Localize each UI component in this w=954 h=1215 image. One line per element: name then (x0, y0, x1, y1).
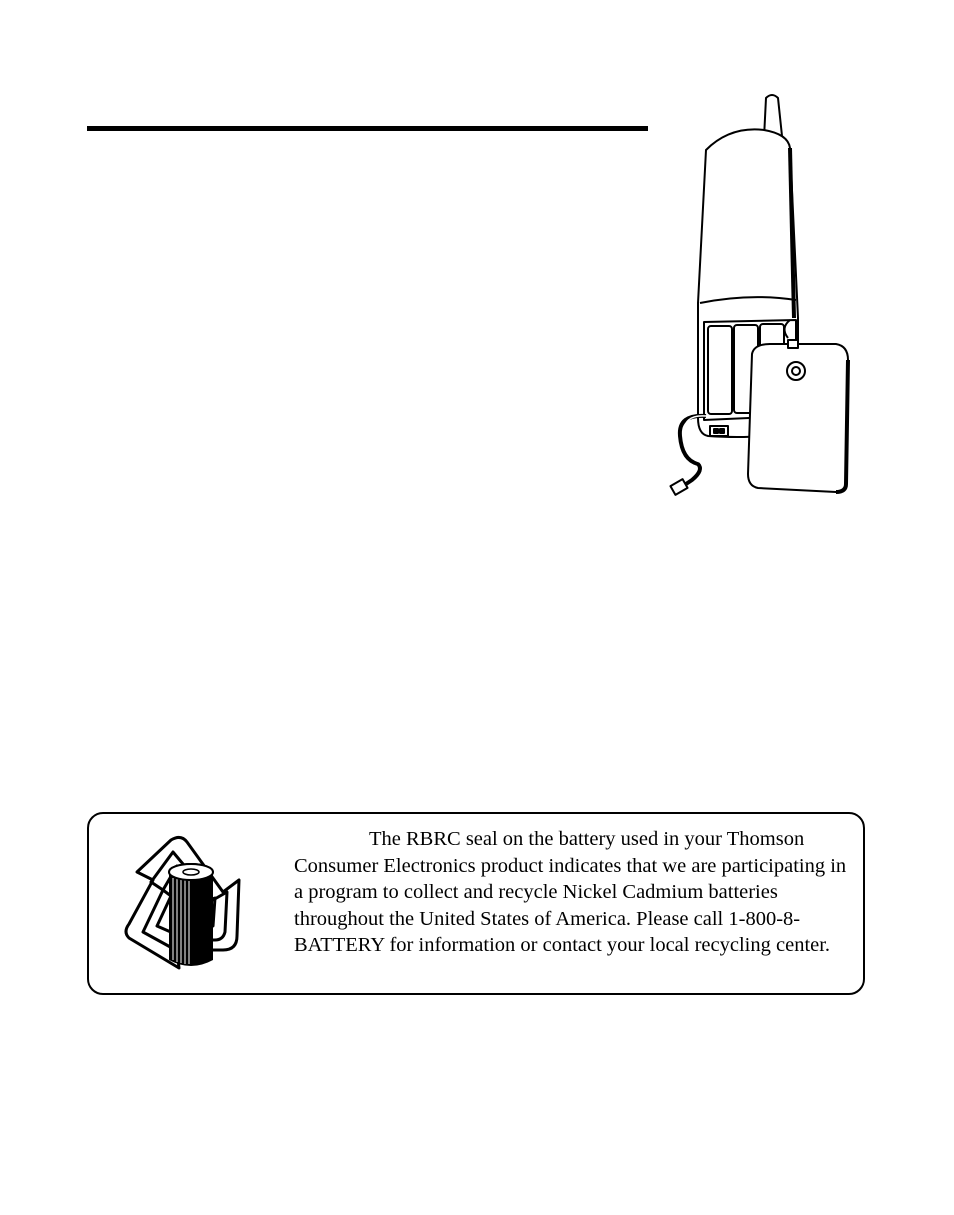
rbrc-recycling-seal-icon (123, 832, 271, 976)
battery-recycling-notice-box (87, 812, 865, 995)
recycling-notice-text: The RBRC seal on the battery used in your Thomson Consumer Electronics product indicates that we are participating in a program to collect and recycle Nickel Cadmium batteries throughout the United States of America. Please call 1-800-8-BATTERY for information or contact your local recycling center. (294, 828, 847, 956)
cordless-handset-battery-illustration (660, 88, 860, 498)
section-header-rule (87, 126, 648, 131)
